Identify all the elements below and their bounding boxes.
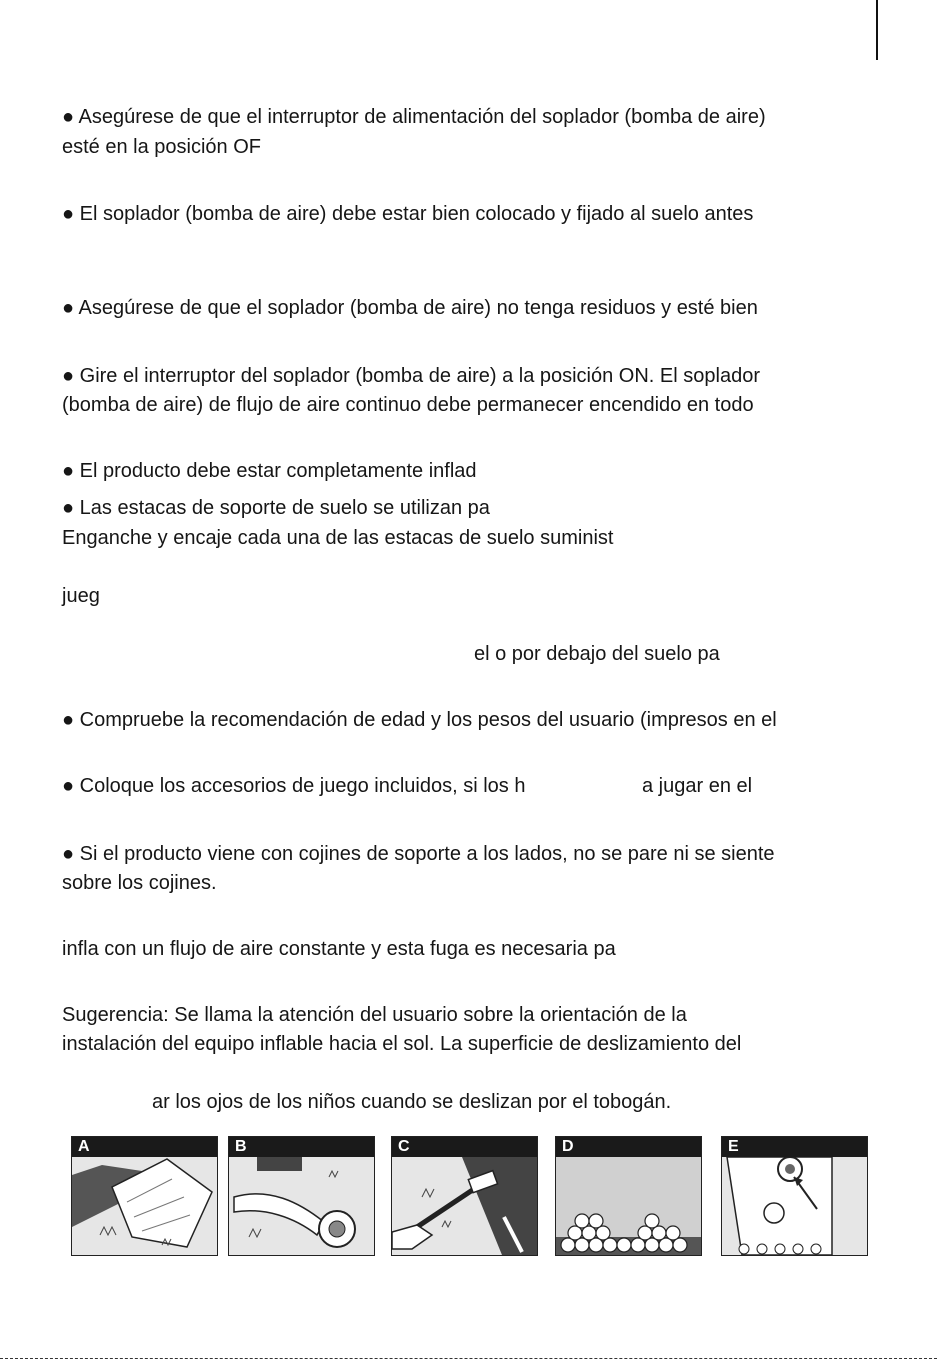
panel-letter: E xyxy=(728,1138,739,1155)
text-line: infla con un flujo de aire constante y esta fuga es necesaria pa xyxy=(62,938,616,960)
text-line: esté en la posición OF xyxy=(62,136,261,158)
illustration-panel-d xyxy=(555,1136,702,1256)
panel-header xyxy=(722,1137,867,1157)
unfolding-inflatable-icon xyxy=(72,1157,217,1255)
play-balls-icon xyxy=(556,1157,701,1255)
bottom-dashed-rule xyxy=(0,1358,937,1359)
text-line: instalación del equipo inflable hacia el sol. La superficie de deslizamiento del xyxy=(62,1033,742,1055)
air-hole-icon xyxy=(722,1157,867,1255)
hammer-stake-icon xyxy=(392,1157,537,1255)
panel-letter: A xyxy=(78,1138,90,1155)
illustration-panel-a xyxy=(71,1136,218,1256)
text-line: ● Coloque los accesorios de juego incluidos, si los h xyxy=(62,775,526,797)
illustration-panel-b xyxy=(228,1136,375,1256)
text-line: ● Asegúrese de que el soplador (bomba de aire) no tenga residuos y esté bien xyxy=(62,297,758,319)
text-line: ● Asegúrese de que el interruptor de alimentación del soplador (bomba de aire) xyxy=(62,106,766,128)
text-line: Sugerencia: Se llama la atención del usuario sobre la orientación de la xyxy=(62,1004,687,1026)
text-line: ● Gire el interruptor del soplador (bomba de aire) a la posición ON. El soplador xyxy=(62,365,760,387)
panel-letter: B xyxy=(235,1138,247,1155)
panel-header xyxy=(72,1137,217,1157)
text-line: ar los ojos de los niños cuando se deslizan por el tobogán. xyxy=(152,1091,672,1113)
text-line: ● Las estacas de soporte de suelo se utilizan pa xyxy=(62,497,490,519)
text-line: a jugar en el xyxy=(642,775,753,797)
text-line: ● El producto debe estar completamente inflad xyxy=(62,460,477,482)
text-line: (bomba de aire) de flujo de aire continuo debe permanecer encendido en todo xyxy=(62,394,754,416)
text-line: ● Si el producto viene con cojines de soporte a los lados, no se pare ni se siente xyxy=(62,843,775,865)
panel-header xyxy=(556,1137,701,1157)
blower-connection-icon xyxy=(229,1157,374,1255)
page-edge-rule xyxy=(876,0,878,60)
text-line: sobre los cojines. xyxy=(62,872,217,894)
text-line: Enganche y encaje cada una de las estacas de suelo suminist xyxy=(62,527,614,549)
illustration-panel-c xyxy=(391,1136,538,1256)
text-line: ● El soplador (bomba de aire) debe estar bien colocado y fijado al suelo antes xyxy=(62,203,754,225)
text-line: jueg xyxy=(62,585,100,607)
panel-header xyxy=(229,1137,374,1157)
panel-letter: C xyxy=(398,1138,410,1155)
panel-header xyxy=(392,1137,537,1157)
illustration-panel-e xyxy=(721,1136,868,1256)
panel-letter: D xyxy=(562,1138,574,1155)
text-line: ● Compruebe la recomendación de edad y los pesos del usuario (impresos en el xyxy=(62,709,777,731)
text-line: el o por debajo del suelo pa xyxy=(474,643,720,665)
